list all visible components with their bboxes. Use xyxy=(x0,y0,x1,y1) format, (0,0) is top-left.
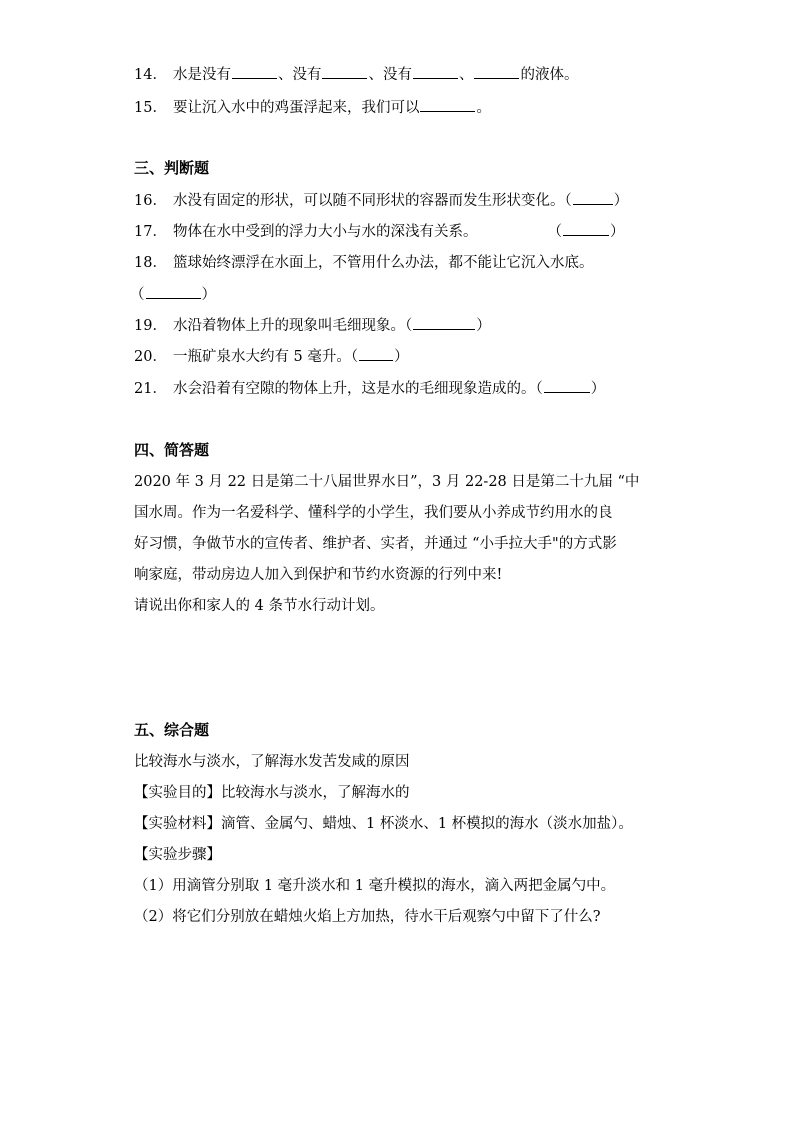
question-text: 的液体。 xyxy=(520,67,579,83)
answer-blank[interactable] xyxy=(322,64,367,79)
question-number: 17． xyxy=(134,224,167,240)
question-number: 15． xyxy=(134,100,167,116)
section-heading: 四、简答题 xyxy=(134,441,210,459)
paragraph-line: 响家庭，带动房边人加入到保护和节约水资源的行列中来! xyxy=(134,567,503,583)
question-18-answer xyxy=(130,284,216,305)
bracket-open: （ xyxy=(130,287,145,303)
answer-blank[interactable] xyxy=(359,346,393,361)
paragraph-line: 【实验步骤】 xyxy=(134,847,221,863)
question-19 xyxy=(134,315,491,336)
question-20 xyxy=(134,346,409,367)
paragraph-line: 请说出你和家人的 4 条节水行动计划。 xyxy=(134,598,385,614)
bracket-open: （ xyxy=(547,224,562,240)
paragraph-line: 2020 年 3 月 22 日是第二十八届世界水日”，3 月 22-28 日是第二十九届 “中 xyxy=(134,474,640,490)
question-text: 物体在水中受到的浮力大小与水的深浅有关系。 xyxy=(172,224,478,240)
bracket-close: ） xyxy=(609,224,625,240)
question-text: 篮球始终漂浮在水面上，不管用什么办法，都不能让它沉入水底。 xyxy=(172,255,594,271)
paragraph-line: 【实验目的】比较海水与淡水，了解海水的 xyxy=(134,785,410,801)
answer-blank[interactable] xyxy=(544,378,590,393)
section-heading: 五、综合题 xyxy=(134,721,210,739)
question-text: 、 xyxy=(458,67,474,83)
question-text: 水会沿着有空隙的物体上升，这是水的毛细现象造成的。（ xyxy=(172,381,543,397)
answer-blank[interactable] xyxy=(573,190,613,205)
paragraph-line: 国水周。作为一名爱科学、懂科学的小学生，我们要从小养成节约用水的良 xyxy=(134,505,613,521)
paragraph-line: （1）用滴管分别取 1 毫升淡水和 1 毫升模拟的海水，滴入两把金属勺中。 xyxy=(134,878,616,894)
paragraph-line: 好习惯，争做节水的宣传者、维护者、实者，并通过 “小手拉大手"的方式影 xyxy=(134,536,617,552)
paragraph-line: （2）将它们分别放在蜡烛火焰上方加热，待水干后观察勺中留下了什么? xyxy=(134,909,601,925)
question-17 xyxy=(134,221,624,242)
question-text: 水沿着物体上升的现象叫毛细现象。（ xyxy=(172,318,413,334)
question-text: 。 xyxy=(476,100,491,116)
answer-blank[interactable] xyxy=(232,64,277,79)
section-heading: 三、判断题 xyxy=(134,159,210,177)
question-16 xyxy=(134,190,628,211)
bracket-close: ） xyxy=(201,287,216,303)
question-number: 19． xyxy=(134,318,167,334)
answer-blank[interactable] xyxy=(563,221,609,236)
question-text: 、没有 xyxy=(368,67,412,83)
paragraph-line: 【实验材料】滴管、金属勺、蜡烛、1 杯淡水、1 杯模拟的海水（淡水加盐）。 xyxy=(134,816,633,832)
bracket-close: ） xyxy=(476,318,491,334)
answer-blank[interactable] xyxy=(474,64,519,79)
answer-blank[interactable] xyxy=(420,97,475,112)
question-text: 要让沉入水中的鸡蛋浮起来，我们可以 xyxy=(172,100,420,116)
question-number: 18． xyxy=(134,255,167,271)
paragraph-line: 比较海水与淡水，了解海水发苦发咸的原因 xyxy=(134,754,410,770)
question-number: 21． xyxy=(134,381,167,397)
bracket-close: ） xyxy=(613,193,629,209)
question-number: 20． xyxy=(134,349,167,365)
question-number: 16． xyxy=(134,193,167,209)
bracket-close: ） xyxy=(590,381,606,397)
answer-blank[interactable] xyxy=(146,284,201,299)
bracket-close: ） xyxy=(394,349,409,365)
question-number: 14． xyxy=(134,67,167,83)
question-15 xyxy=(134,97,491,118)
question-21 xyxy=(134,378,605,399)
answer-blank[interactable] xyxy=(413,64,458,79)
answer-blank[interactable] xyxy=(413,315,475,330)
question-text: 一瓶矿泉水大约有 5 毫升。（ xyxy=(172,349,359,365)
question-text: 水没有固定的形状，可以随不同形状的容器而发生形状变化。（ xyxy=(172,193,572,209)
question-text: 、没有 xyxy=(277,67,322,83)
question-18 xyxy=(134,253,593,273)
question-text: 水是没有 xyxy=(172,67,231,83)
question-14 xyxy=(134,64,578,85)
